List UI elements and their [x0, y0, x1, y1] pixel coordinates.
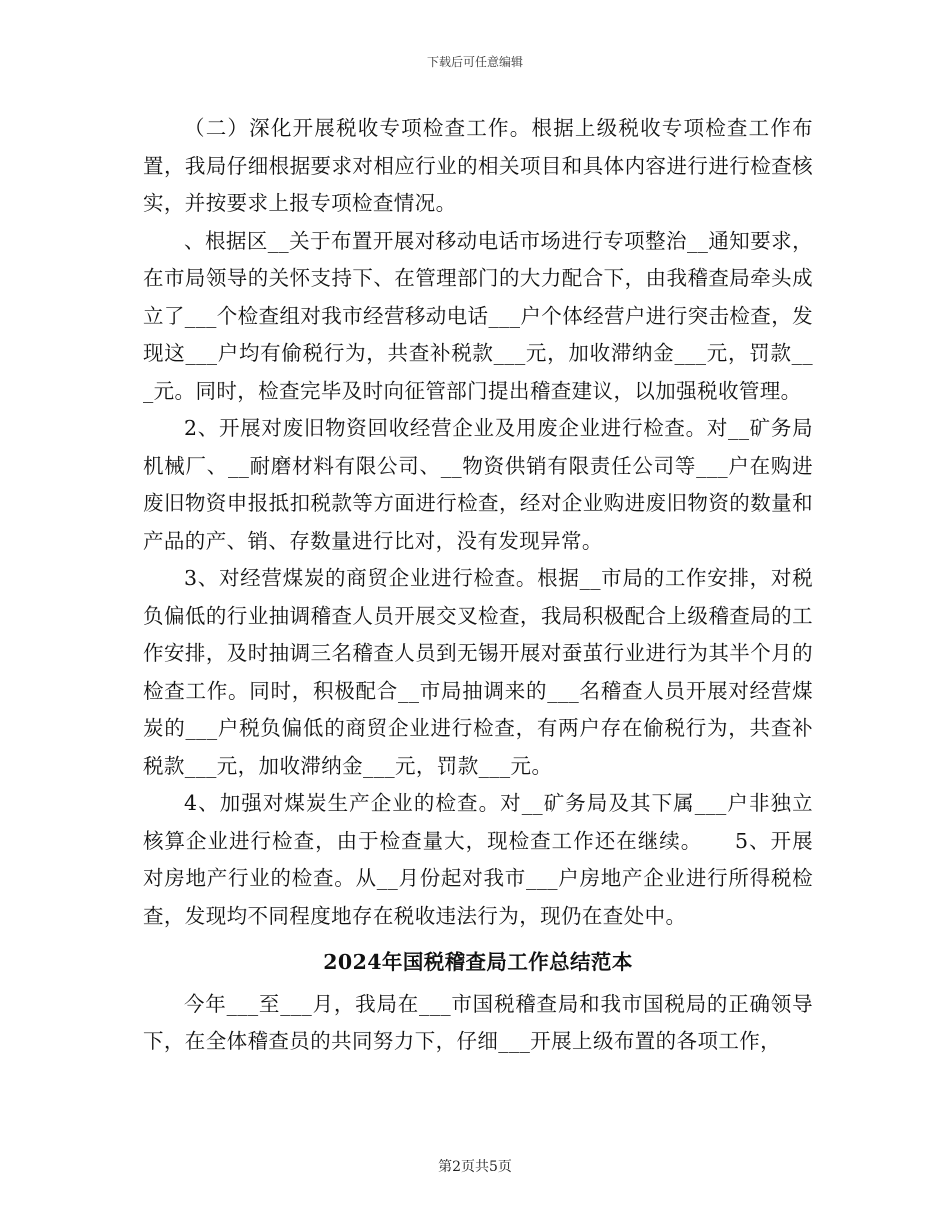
paragraph-special-inspection: （二）深化开展税收专项检查工作。根据上级税收专项检查工作布置，我局仔细根据要求对相应行业的相关项目和具体内容进行进行检查核实，并按要求上报专项检查情况。 [143, 116, 813, 215]
paragraph-coal-production-real-estate: 4、加强对煤炭生产企业的检查。对__矿务局及其下属___户非独立核算企业进行检查，由于检查量大，现检查工作还在继续。 5、开展对房地产行业的检查。从__月份起对我市___户房地产企业进行所得税检查，发现均不同程度地存在税收违法行为，现仍在查处中。 [143, 791, 813, 928]
paragraph-scrap-materials-inspection: 2、开展对废旧物资回收经营企业及用废企业进行检查。对__矿务局机械厂、__耐磨材料有限公司、__物资供销有限责任公司等___户在购进废旧物资申报抵扣税款等方面进行检查，经对企业购进废旧物资的数量和产品的产、销、存数量进行比对，没有发现异常。 [143, 416, 813, 553]
document-body [143, 110, 813, 1061]
paragraph-mobile-phone-inspection: 、根据区__关于布置开展对移动电话市场进行专项整治__通知要求，在市局领导的关怀支持下、在管理部门的大力配合下，由我稽查局牵头成立了___个检查组对我市经营移动电话___户个体经营户进行突击检查，发现这___户均有偷税行为，共查补税款___元，加收滞纳金___元，罚款___元。同时，检查完毕及时向征管部门提出稽查建议，以加强税收管理。 [143, 228, 813, 403]
section-title: 2024年国税稽查局工作总结范本 [323, 950, 633, 974]
paragraph-coal-trade-inspection: 3、对经营煤炭的商贸企业进行检查。根据__市局的工作安排，对税负偏低的行业抽调稽查人员开展交叉检查，我局积极配合上级稽查局的工作安排，及时抽调三名稽查人员到无锡开展对蚕茧行业进行为其半个月的检查工作。同时，积极配合__市局抽调来的___名稽查人员开展对经营煤炭的___户税负偏低的商贸企业进行检查，有两户存在偷税行为，共查补税款___元，加收滞纳金___元，罚款___元。 [143, 566, 813, 778]
page-number-footer: 第2页共5页 [438, 1159, 512, 1175]
paragraph-summary-intro: 今年___至___月，我局在___市国税稽查局和我市国税局的正确领导下，在全体稽查员的共同努力下，仔细___开展上级布置的各项工作， [143, 991, 813, 1053]
page-header-note: 下载后可任意编辑 [426, 55, 523, 69]
